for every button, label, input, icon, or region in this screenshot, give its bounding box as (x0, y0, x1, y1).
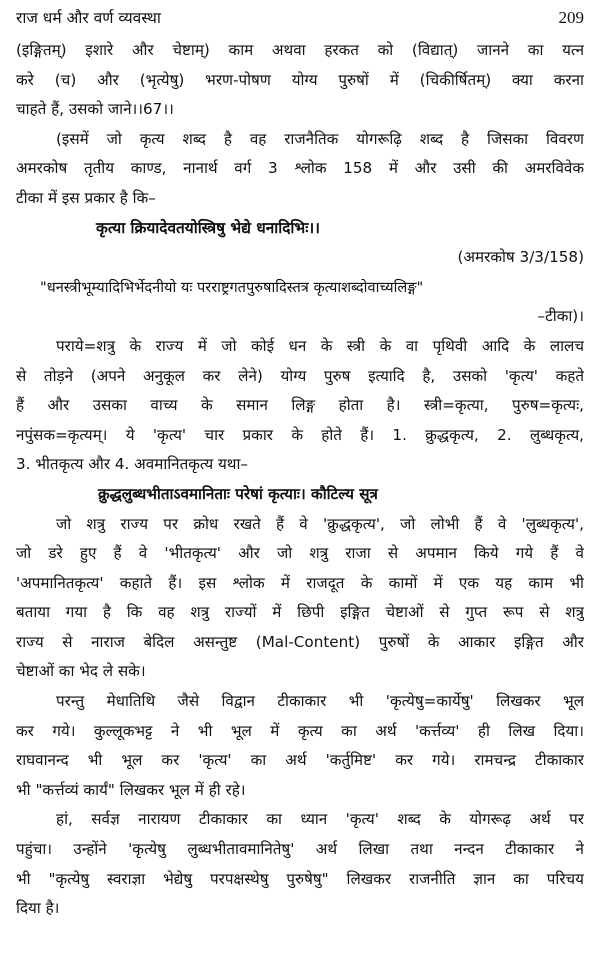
text-line: नपुंसक=कृत्यम्। ये 'कृत्य' चार प्रकार के होते हैं। 1. क्रुद्धकृत्य, 2. लुब्धकृत्य, (16, 425, 584, 444)
text-line: दिया है। (16, 899, 60, 918)
text-line: जो डरे हुए हैं वे 'भीतकृत्य' और जो शत्रु राजा से अपमान किये गये हैं वे (16, 544, 584, 563)
text-line: बताया गया है कि वह शत्रु राज्यों में छिपी इङ्गित चेष्टाओं से गुप्त रूप से शत्रु (16, 603, 584, 622)
text-line: राज्य से नाराज बेदिल असन्तुष्ट (Mal-Content) पुरुषों के आकार इङ्गित और (16, 632, 584, 651)
text-line: (इसमें जो कृत्य शब्द है वह राजनैतिक योगरूढ़ि शब्द है जिसका विवरण (56, 129, 584, 148)
text-line: जो शत्रु राज्य पर क्रोध रखते हैं वे 'क्रुद्धकृत्य', जो लोभी हैं वे 'लुब्धकृत्य', (56, 514, 584, 533)
text-line: हां, सर्वज्ञ नारायण टीकाकार का ध्यान 'कृत्य' शब्द के योगरूढ़ अर्थ पर (56, 810, 584, 829)
text-line: कर गये। कुल्लूकभट्ट ने भी भूल में कृत्य का अर्थ 'कर्त्तव्य' ही लिख दिया। (16, 721, 584, 740)
text-line: 'अपमानितकृत्य' कहाते हैं। इस श्लोक में राजदूत के कामों में एक यह काम भी (16, 573, 584, 592)
text-line: भी "कृत्येषु स्वराज्ञा भेद्येषु परपक्षस्थेषु पुरुषेषु" लिखकर राजनीति ज्ञान का परिचय (16, 869, 584, 888)
text-line: चाहते हैं, उसको जाने।।67।। (16, 100, 174, 119)
page-body (16, 36, 584, 924)
quote-source: –टीका)। (537, 307, 584, 326)
verse-citation: (अमरकोष 3/3/158) (457, 248, 584, 267)
text-line: (इङ्गितम्) इशारे और चेष्टाम्) काम अथवा हरकत को (विद्यात्) जानने का यत्न (16, 41, 584, 59)
text-line: चेष्टाओं का भेद ले सके। (16, 662, 146, 681)
text-line: पहुंचा। उन्होंने 'कृत्येषु लुब्धभीतावमानितेषु' अर्थ लिखा तथा नन्दन टीकाकार ने (16, 840, 584, 859)
text-line: अमरकोष तृतीय काण्ड, नानार्थ वर्ग 3 श्लोक 158 में और उसी की अमरविवेक (16, 159, 584, 178)
text-line: से तोड़ने (अपने अनुकूल कर लेने) योग्य पुरुष इत्यादि है, उसको 'कृत्य' कहते (16, 366, 584, 385)
text-line: हैं और उसका वाच्य के समान लिङ्ग होता है। स्त्री=कृत्या, पुरुष=कृत्यः, (16, 396, 584, 415)
text-line: परन्तु मेधातिथि जैसे विद्वान टीकाकार भी 'कृत्येषु=कार्येषु' लिखकर भूल (56, 692, 584, 711)
sanskrit-verse: कृत्या क्रियादेवतयोस्त्रिषु भेद्ये धनादिभिः।। (96, 218, 321, 237)
text-line: 3. भीतकृत्य और 4. अवमानितकृत्य यथा– (16, 455, 249, 474)
text-line: राघवानन्द भी भूल कर 'कृत्य' का अर्थ 'कर्तुमिष्ट' कर गये। रामचन्द्र टीकाकार (16, 751, 584, 770)
commentary-quote: "धनस्त्रीभूम्यादिभिर्भेदनीयो यः परराष्ट्रगतपुरुषादिस्तत्र कृत्याशब्दोवाच्यलिङ्ग" (40, 278, 424, 296)
text-line: करे (च) और (भृत्येषु) भरण-पोषण योग्य पुरुषों में (चिकीर्षितम्) क्या करना (16, 70, 584, 89)
page-number: 209 (558, 8, 584, 27)
page-header (16, 6, 584, 32)
text-line: भी "कर्त्तव्यं कार्यं" लिखकर भूल में ही रहे। (16, 780, 246, 799)
text-line: टीका में इस प्रकार है कि– (16, 188, 156, 207)
text-line: पराये=शत्रु के राज्य में जो कोई धन के स्त्री के वा पृथिवी आदि के लालच (56, 336, 584, 355)
running-title: राज धर्म और वर्ण व्यवस्था (16, 9, 161, 27)
sutra-verse: क्रुद्धलुब्धभीताऽवमानिताः परेषां कृत्याः। कौटिल्य सूत्र (98, 484, 378, 503)
